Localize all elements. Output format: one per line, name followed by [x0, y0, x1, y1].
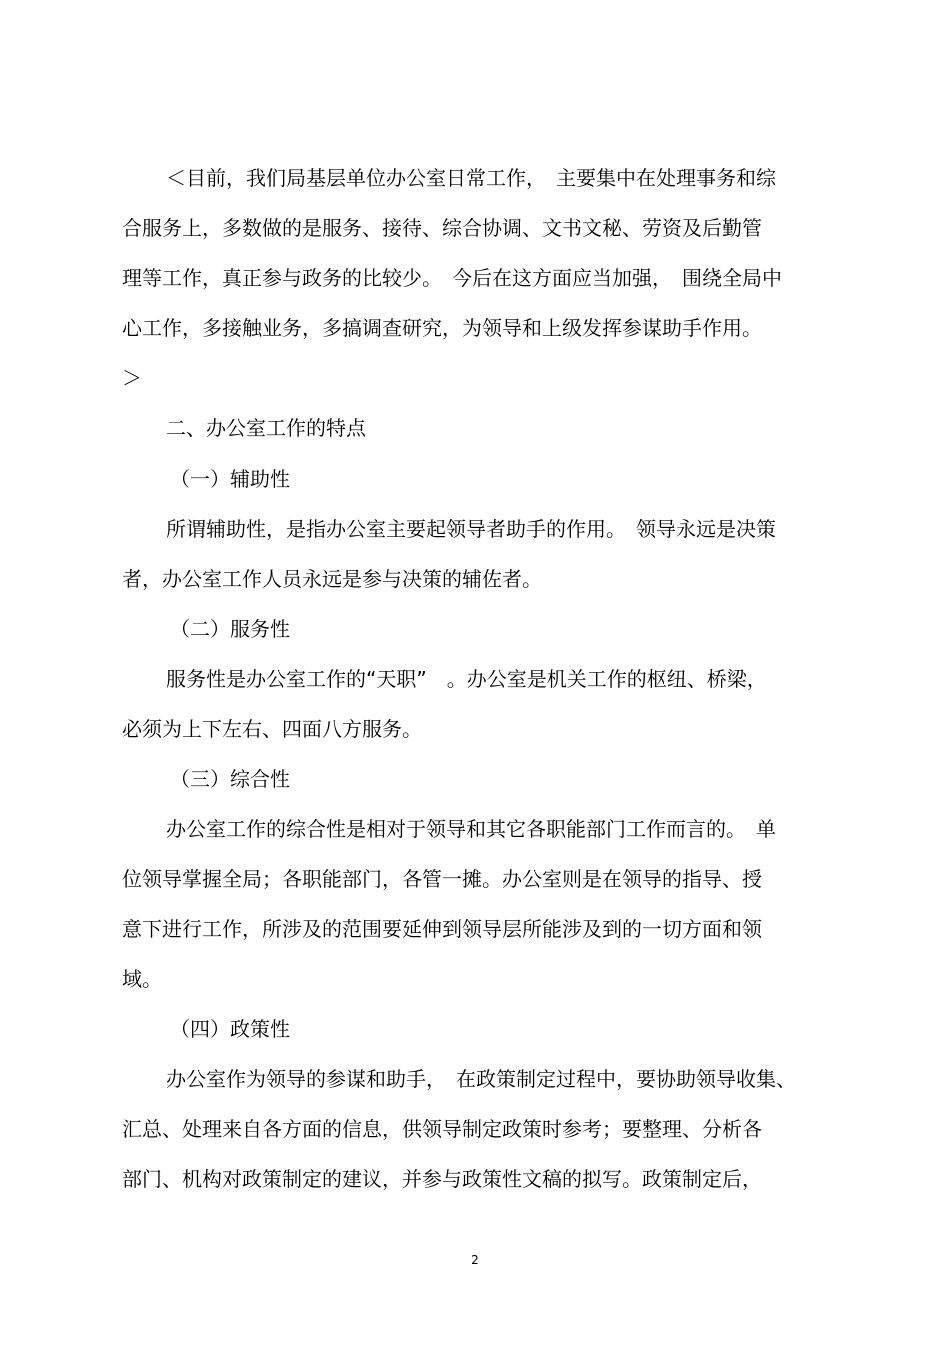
text-line: 位领导掌握全局；各职能部门，各管一摊。办公室则是在领导的指导、授 — [122, 867, 762, 891]
subsection-heading: （三）综合性 — [170, 767, 290, 791]
text-line: 者，办公室工作人员永远是参与决策的辅佐者。 — [122, 567, 542, 591]
page-number: 2 — [471, 1253, 479, 1267]
subsection-heading: （一）辅助性 — [170, 467, 290, 491]
text-line: ＞ — [122, 366, 142, 390]
text-line: 汇总、处理来自各方面的信息，供领导制定政策时参考；要整理、分析各 — [122, 1117, 762, 1141]
text-line: 办公室工作的综合性是相对于领导和其它各职能部门工作而言的。 单 — [166, 817, 776, 841]
subsection-heading: （二）服务性 — [170, 617, 290, 641]
text-line: 域。 — [122, 967, 162, 991]
text-line: 所谓辅助性，是指办公室主要起领导者助手的作用。 领导永远是决策 — [166, 517, 776, 541]
text-line: 服务性是办公室工作的“天职” 。办公室是机关工作的枢纽、桥梁， — [166, 667, 767, 691]
text-line: 办公室作为领导的参谋和助手， 在政策制定过程中，要协助领导收集、 — [166, 1067, 796, 1091]
text-line: 必须为上下左右、四面八方服务。 — [122, 717, 422, 741]
section-heading: 二、办公室工作的特点 — [166, 416, 366, 440]
text-line: ＜目前，我们局基层单位办公室日常工作， 主要集中在处理事务和综 — [166, 166, 776, 190]
text-line: 部门、机构对政策制定的建议，并参与政策性文稿的拟写。政策制定后， — [122, 1167, 762, 1191]
text-line: 合服务上，多数做的是服务、接待、综合协调、文书文秘、劳资及后勤管 — [122, 216, 762, 240]
text-line: 理等工作，真正参与政务的比较少。 今后在这方面应当加强， 围绕全局中 — [122, 266, 782, 290]
subsection-heading: （四）政策性 — [170, 1017, 290, 1041]
text-line: 心工作，多接触业务，多搞调查研究，为领导和上级发挥参谋助手作用。 — [122, 316, 762, 340]
text-line: 意下进行工作，所涉及的范围要延伸到领导层所能涉及到的一切方面和领 — [122, 917, 762, 941]
